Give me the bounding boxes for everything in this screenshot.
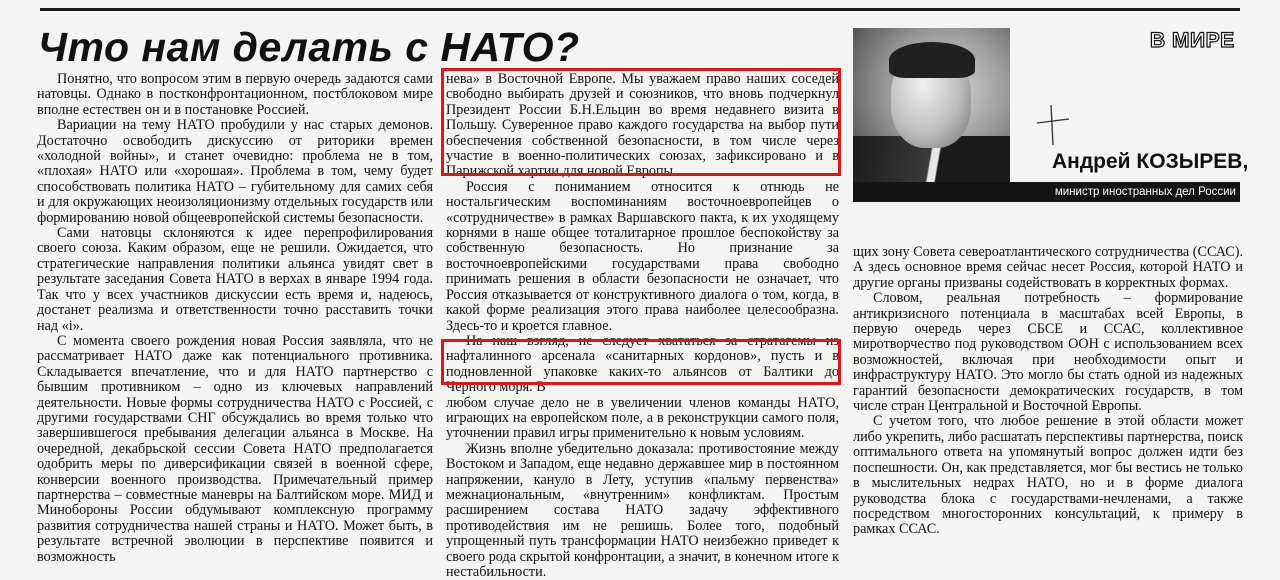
headline: Что нам делать с НАТО?: [38, 24, 580, 70]
article-column-3: [853, 244, 1243, 538]
paragraph: Вариации на тему НАТО пробудили у нас старых демонов. Достаточно освободить дискуссию от риторики времен «холодной войны», и станет очевидно: проблема не в том, «плохая» НАТО или «хорошая». Проблема в том, чему будет способствовать политика НАТО – губительному для самих себя и для окружающих неоизоляционизму отдельных государств или формированию новой общеевропейской системы безопасности.: [37, 117, 433, 226]
paragraph: Понятно, что вопросом этим в первую очередь задаются сами натовцы. Однако в постконфронтационном, постблоковом мире вполне естествен он и в постановке Россией.: [37, 71, 433, 118]
photo-hair: [889, 42, 975, 78]
paragraph: Россия с пониманием относится к отнюдь не ностальгическим воспоминаниям восточноевропейцев о «сотрудничестве» в рамках Варшавского пакта, к их уходящему корнями в наше общее тоталитарное прошлое беспокойству за собственную безопасность. Но признание за восточноевропейскими государствами права свободно принимать решения в области безопасности не означает, что Россия отказывается от конструктивного диалога о том, когда, в какой форме реализация этого права наиболее целесообразна. Здесь-то и кроется главное.: [446, 178, 839, 334]
section-tag: В МИРЕ: [1150, 29, 1235, 52]
highlighted-paragraph-top: нева» в Восточной Европе. Мы уважаем право наших соседей свободно выбирать друзей и союзников, что вновь подчеркнул Президент России Б.Н.Ельцин во время недавнего визита в Польшу. Суверенное право каждого государства на выбор пути обеспечения собственной безопасности, в том числе через участие в военно-политических союзах, зафиксировано и в Парижской хартии для новой Европы.: [446, 71, 839, 180]
article-column-1: [37, 71, 433, 565]
paragraph: На наш взгляд, не следует хвататься за стратагемы из нафталинного арсенала «санитарных кордонов», пусть и в подновленной упаковке каких-то альянсов от Балтики до Черного моря. В: [446, 332, 839, 396]
author-name: Андрей КОЗЫРЕВ,: [1052, 150, 1249, 173]
top-rule: [40, 8, 1240, 11]
article-column-2: [446, 71, 839, 580]
paragraph: щих зону Совета североатлантического сотрудничества (ССАС). А здесь основное время сейчас несет Россия, которой НАТО и другие органы призваны содействовать в корректных формах.: [853, 244, 1243, 291]
paragraph: Жизнь вполне убедительно доказала: противостояние между Востоком и Западом, еще недавно державшее мир в постоянном напряжении, кануло в Лету, уступив «пальму первенства» межнациональным, «внутренним» конфликтам. Простым расширением состава НАТО задачу эффективного противодействия им не решишь. Более того, подобный упрощенный путь трансформации НАТО неизбежно приведет к своего рода скрытой конфронтации, а значит, в конечном итоге к нестабильности.: [446, 440, 839, 580]
paragraph: Словом, реальная потребность – формирование антикризисного потенциала в масштабах всей Европы, в первую очередь через СБСЕ и ССАС, коллективное миротворчество под руководством ООН с использованием всех возможностей, включая при необходимости опыт и инфраструктуру НАТО. Это могло бы стать одной из надежных гарантий безопасности демократических государств, в том числе стран Центральной и Восточной Европы.: [853, 290, 1243, 415]
paragraph: С учетом того, что любое решение в этой области может либо укрепить, либо расшатать перспективы партнерства, поиск оптимального ответа на упомянутый вопрос должен идти без поспешности. Он, как представляется, мог бы вестись не только в мыслительных недрах НАТО, но и в форме диалога руководства блока с государствами-нечленами, а также посредством многосторонних консультаций, к примеру в рамках ССАС.: [853, 413, 1243, 538]
paragraph: С момента своего рождения новая Россия заявляла, что не рассматривает НАТО даже как потенциального противника. Складывается впечатление, что и для НАТО партнерство с бывшим противником – одно из ключевых направлений деятельности. Новые формы сотрудничества НАТО с Россией, с другими государствами СНГ обсуждались во время только что завершившегося пребывания делегации альянса в Москве. На очередной, декабрьской сессии Совета НАТО предполагается одобрить меры по диверсификации связей в военной сфере, конверсии военного производства. Примечательный пример партнерства – совместные маневры на Балтийском море. МИД и Минобороны России обдумывают комплексную программу развития сотрудничества нашей страны и НАТО. Может быть, в результате встречной эволюции в перспективе появится и возможность: [37, 332, 433, 565]
paragraph: Сами натовцы склоняются к идее перепрофилирования своего союза. Каким образом, еще не решили. Ожидается, что стратегические направления политики альянса увидят свет в результате заседания Совета НАТО в верхах в январе 1994 года. Так что у всех участников дискуссии есть время и, надеюсь, достанет реализма и ответственности точно расставить точки над «i».: [37, 225, 433, 334]
author-photo: [853, 28, 1010, 180]
cross-mark-icon: [1033, 103, 1073, 147]
highlighted-paragraph-bottom: любом случае дело не в увеличении членов команды НАТО, играющих на европейском поле, а в реконструкции самого поля, уточнении правил игры применительно к новым условиям.: [446, 394, 839, 442]
author-title: министр иностранных дел России: [853, 182, 1240, 202]
